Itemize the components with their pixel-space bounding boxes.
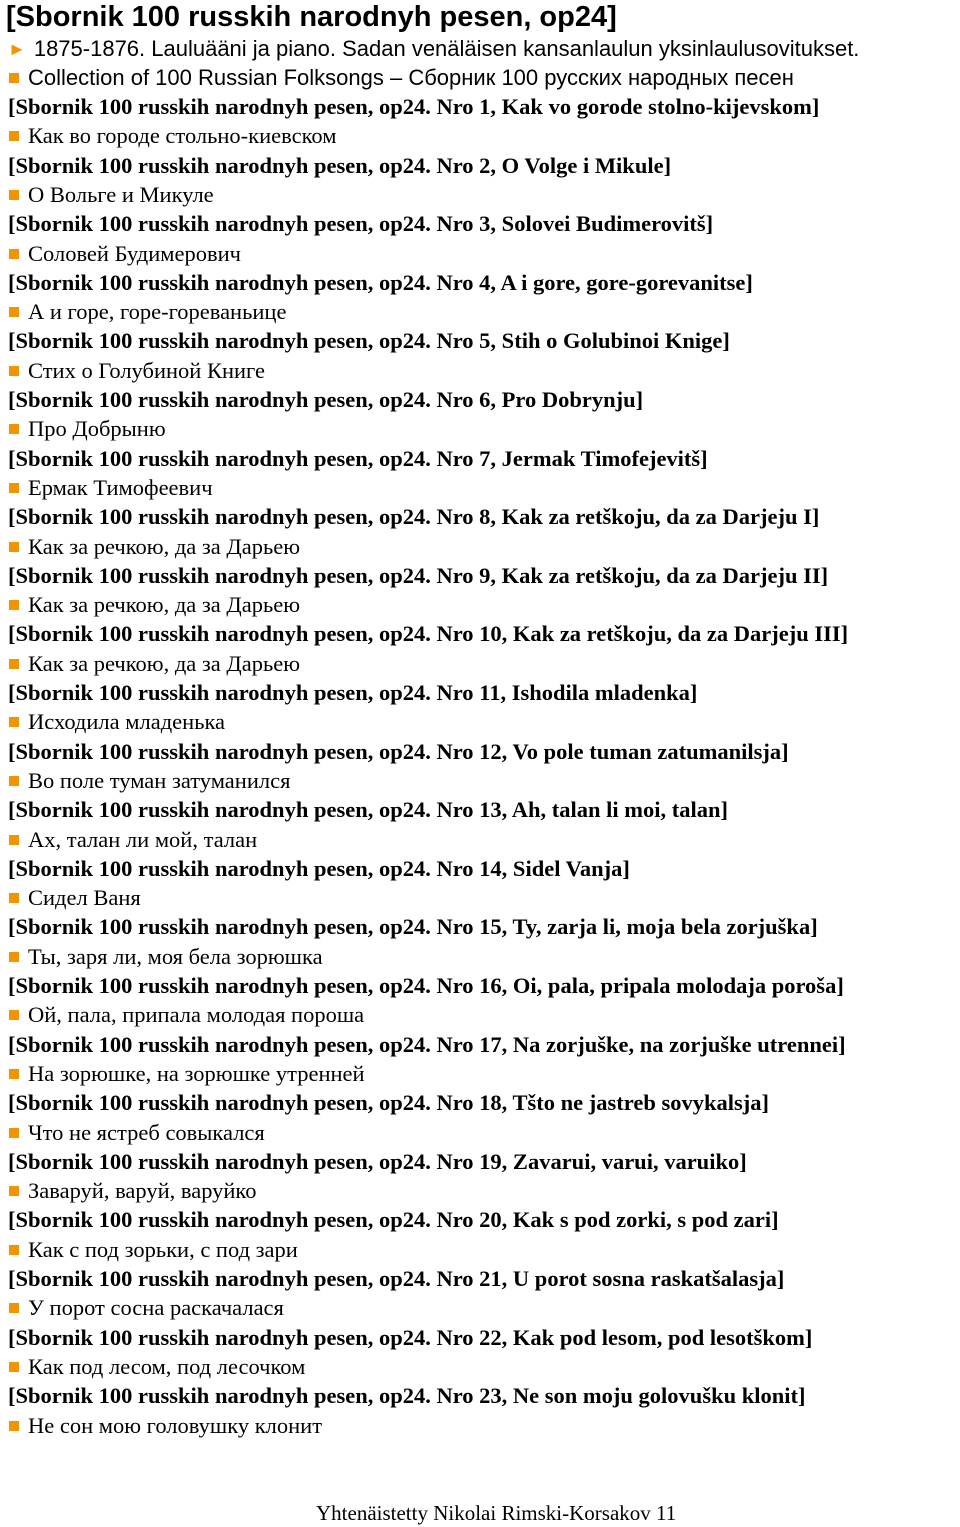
- entry-subtitle-text: Ой, пала, припала молодая пороша: [28, 1002, 365, 1028]
- entry-subtitle-text: Как за речкою, да за Дарьею: [28, 533, 301, 559]
- page-title: [Sbornik 100 russkih narodnyh pesen, op24]: [6, 1, 617, 33]
- entry-subtitle-text: Ты, заря ли, моя бела зорюшка: [28, 943, 323, 969]
- square-bullet-icon: [9, 424, 19, 434]
- square-bullet-icon: [9, 600, 19, 610]
- entry-heading: [Sbornik 100 russkih narodnyh pesen, op24. Nro 1, Kak vo gorode stolno-kijevskom]: [8, 94, 820, 119]
- square-bullet-icon: [9, 835, 19, 845]
- entry-subtitle-text: Как за речкою, да за Дарьею: [28, 592, 301, 618]
- square-bullet-icon: [9, 717, 19, 727]
- entry-subtitle: [8, 357, 265, 385]
- entry-subtitle: [8, 591, 300, 619]
- entry-subtitle-text: У порот сосна раскачалася: [28, 1295, 284, 1321]
- entry-subtitle-text: Что не ястреб совыкался: [28, 1119, 265, 1145]
- square-bullet-icon: [9, 1421, 19, 1431]
- entry-heading: [Sbornik 100 russkih narodnyh pesen, op24. Nro 9, Kak za retškoju, da za Darjeju II]: [8, 562, 829, 588]
- entry-heading: [Sbornik 100 russkih narodnyh pesen, op24. Nro 16, Oi, pala, pripala molodaja poroša]: [8, 973, 844, 998]
- square-bullet-icon: [9, 1010, 19, 1020]
- square-bullet-icon: [9, 1362, 19, 1372]
- square-bullet-icon: [9, 190, 19, 200]
- square-bullet-icon: [9, 1128, 19, 1138]
- entry-subtitle: [8, 474, 213, 502]
- meta-line-collection: [8, 64, 794, 92]
- meta-line-dates: [8, 35, 859, 64]
- entry-subtitle: [8, 1236, 298, 1264]
- entry-subtitle: [8, 943, 323, 971]
- entry-subtitle-text: Соловей Будимерович: [28, 240, 241, 266]
- entry-subtitle: [8, 708, 225, 736]
- entry-subtitle: [8, 298, 286, 326]
- entry-heading: [Sbornik 100 russkih narodnyh pesen, op24. Nro 11, Ishodila mladenka]: [8, 680, 698, 705]
- square-bullet-icon: [9, 131, 19, 141]
- entry-heading: [Sbornik 100 russkih narodnyh pesen, op24. Nro 17, Na zorjuške, na zorjuške utrennei]: [8, 1031, 846, 1057]
- entry-heading: [Sbornik 100 russkih narodnyh pesen, op24. Nro 5, Stih o Golubinoi Knige]: [8, 328, 730, 354]
- entry-subtitle: [8, 884, 141, 912]
- entry-subtitle: [8, 826, 257, 854]
- square-bullet-icon: [9, 893, 19, 903]
- entry-subtitle: [8, 240, 241, 268]
- square-bullet-icon: [9, 776, 19, 786]
- entry-subtitle-text: На зорюшке, на зорюшке утренней: [28, 1060, 365, 1086]
- entry-subtitle-text: Про Добрыню: [28, 416, 166, 442]
- square-bullet-icon: [9, 1303, 19, 1313]
- entry-heading: [Sbornik 100 russkih narodnyh pesen, op24. Nro 19, Zavarui, varui, varuiko]: [8, 1148, 747, 1174]
- entry-subtitle: [8, 1060, 365, 1088]
- meta-text: Collection of 100 Russian Folksongs – Сборник 100 русских народных песен: [28, 65, 794, 90]
- entry-subtitle: [8, 1412, 322, 1440]
- entry-heading: [Sbornik 100 russkih narodnyh pesen, op24. Nro 4, A i gore, gore-gorevanitse]: [8, 269, 753, 295]
- square-bullet-icon: [9, 542, 19, 552]
- entry-subtitle-text: Ермак Тимофеевич: [28, 474, 213, 500]
- entry-heading: [Sbornik 100 russkih narodnyh pesen, op24. Nro 7, Jermak Timofejevitš]: [8, 445, 708, 471]
- entry-heading: [Sbornik 100 russkih narodnyh pesen, op24. Nro 22, Kak pod lesom, pod lesotškom]: [8, 1324, 813, 1350]
- entry-subtitle: [8, 533, 300, 561]
- square-bullet-icon: [9, 1186, 19, 1196]
- entry-subtitle-text: Ах, талан ли мой, талан: [28, 826, 258, 852]
- entry-heading: [Sbornik 100 russkih narodnyh pesen, op24. Nro 12, Vo pole tuman zatumanilsja]: [8, 738, 789, 764]
- entry-subtitle: [8, 415, 166, 443]
- triangle-bullet-icon: ►: [8, 39, 26, 59]
- square-bullet-icon: [9, 366, 19, 376]
- entry-subtitle-text: А и горе, горе-гореваньице: [28, 299, 287, 325]
- entry-subtitle: [8, 122, 336, 150]
- entry-heading: [Sbornik 100 russkih narodnyh pesen, op24. Nro 21, U porot sosna raskatšalasja]: [8, 1266, 785, 1291]
- entry-subtitle-text: Как за речкою, да за Дарьею: [28, 650, 301, 676]
- entry-heading: [Sbornik 100 russkih narodnyh pesen, op24. Nro 10, Kak za retškoju, da za Darjeju III]: [8, 621, 849, 647]
- square-bullet-icon: [9, 73, 19, 83]
- entry-subtitle: [8, 1001, 364, 1029]
- square-bullet-icon: [9, 952, 19, 962]
- entry-heading: [Sbornik 100 russkih narodnyh pesen, op24. Nro 2, O Volge i Mikule]: [8, 152, 672, 178]
- square-bullet-icon: [9, 1245, 19, 1255]
- square-bullet-icon: [9, 249, 19, 259]
- entry-subtitle-text: Как во городе стольно-киевском: [28, 123, 337, 149]
- entry-heading: [Sbornik 100 russkih narodnyh pesen, op24. Nro 6, Pro Dobrynju]: [8, 387, 644, 412]
- square-bullet-icon: [9, 659, 19, 669]
- entry-subtitle-text: О Вольге и Микуле: [28, 181, 214, 207]
- entry-subtitle-text: Во поле туман затуманился: [28, 767, 291, 793]
- entry-heading: [Sbornik 100 russkih narodnyh pesen, op24. Nro 14, Sidel Vanja]: [8, 855, 630, 881]
- entry-subtitle-text: Исходила младенька: [28, 709, 226, 735]
- entry-subtitle: [8, 1177, 256, 1205]
- entry-subtitle-text: Как с под зорьки, с под зари: [28, 1236, 298, 1262]
- page-footer: Yhtenäistetty Nikolai Rimski-Korsakov 11: [316, 1501, 677, 1525]
- entry-subtitle: [8, 767, 290, 795]
- entry-subtitle: [8, 650, 300, 678]
- entry-heading: [Sbornik 100 russkih narodnyh pesen, op24. Nro 18, Tšto ne jastreb sovykalsja]: [8, 1090, 769, 1116]
- entry-heading: [Sbornik 100 russkih narodnyh pesen, op24. Nro 3, Solovei Budimerovitš]: [8, 211, 714, 237]
- meta-text: 1875-1876. Lauluääni ja piano. Sadan venäläisen kansanlaulun yksinlaulusovitukset.: [33, 36, 860, 61]
- entry-subtitle: [8, 1353, 305, 1381]
- entry-subtitle: [8, 1294, 284, 1322]
- square-bullet-icon: [9, 307, 19, 317]
- entry-subtitle: [8, 1119, 265, 1147]
- entry-heading: [Sbornik 100 russkih narodnyh pesen, op24. Nro 8, Kak za retškoju, da za Darjeju I]: [8, 504, 820, 530]
- entry-subtitle-text: Заваруй, варуй, варуйко: [28, 1178, 257, 1204]
- entry-subtitle-text: Стих о Голубиной Книге: [28, 357, 265, 383]
- entry-subtitle-text: Не сон мою головушку клонит: [28, 1412, 323, 1438]
- entry-heading: [Sbornik 100 russkih narodnyh pesen, op24. Nro 15, Ty, zarja li, moja bela zorjuška]: [8, 914, 818, 940]
- square-bullet-icon: [9, 483, 19, 493]
- entry-subtitle: [8, 181, 214, 209]
- entry-heading: [Sbornik 100 russkih narodnyh pesen, op24. Nro 13, Ah, talan li moi, talan]: [8, 797, 728, 823]
- entry-subtitle-text: Как под лесом, под лесочком: [28, 1353, 306, 1379]
- entry-subtitle-text: Сидел Ваня: [28, 885, 141, 911]
- entry-heading: [Sbornik 100 russkih narodnyh pesen, op24. Nro 23, Ne son moju golovušku klonit]: [8, 1383, 806, 1409]
- entry-heading: [Sbornik 100 russkih narodnyh pesen, op24. Nro 20, Kak s pod zorki, s pod zari]: [8, 1207, 779, 1233]
- square-bullet-icon: [9, 1069, 19, 1079]
